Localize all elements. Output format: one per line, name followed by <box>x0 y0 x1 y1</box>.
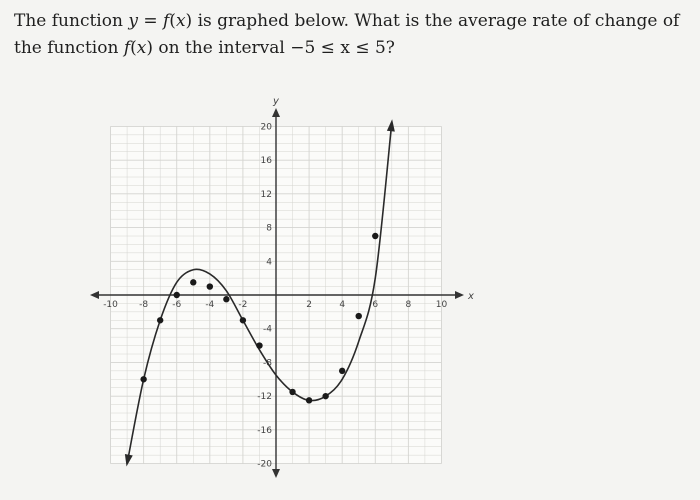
data-point <box>256 342 262 348</box>
x-tick-label: 10 <box>435 300 448 310</box>
question-part2: is graphed below. What is the average rate of change of the function <box>14 11 680 58</box>
y-tick-label: -4 <box>263 324 272 335</box>
x-tick-label: -2 <box>238 300 248 310</box>
data-point <box>306 397 312 403</box>
data-point <box>322 393 328 399</box>
question-text: The function y = f(x) is graphed below. What is the average rate of change of the function f(x) on the interval −5 ≤ x ≤ 5? <box>14 11 680 58</box>
interval-text: −5 ≤ x ≤ 5? <box>290 38 395 58</box>
equation-variable: x <box>175 11 186 31</box>
y-tick-label: -12 <box>257 392 272 403</box>
data-point <box>174 292 180 298</box>
y-tick-label: 16 <box>260 156 272 167</box>
question-part3: on the interval <box>152 38 291 58</box>
data-point <box>223 296 229 302</box>
x-tick-label: -10 <box>103 300 118 310</box>
data-point <box>207 283 213 289</box>
question-part1: The function <box>14 11 129 31</box>
data-point <box>339 368 345 374</box>
y-tick-label: -16 <box>257 425 272 436</box>
y-tick-label: 8 <box>266 223 272 234</box>
equation-sign: = <box>137 11 163 31</box>
x-tick-label: 4 <box>339 300 346 310</box>
x-tick-label: 6 <box>372 300 379 310</box>
function-variable: x <box>136 38 147 58</box>
function-name: f <box>123 38 131 58</box>
x-tick-label: -4 <box>205 300 215 310</box>
y-axis-label: y <box>273 96 279 107</box>
curve-arrow-end <box>387 119 395 131</box>
y-axis-arrow-down <box>272 469 280 478</box>
x-axis-arrow-right <box>455 291 464 299</box>
x-axis-label: x <box>468 291 474 302</box>
y-axis-arrow-up <box>272 108 280 117</box>
x-tick-label: -6 <box>172 300 182 310</box>
x-tick-label: 2 <box>306 300 312 310</box>
y-tick-label: -8 <box>263 358 272 369</box>
equation-lhs: y <box>128 11 138 31</box>
data-point <box>140 376 146 382</box>
data-point <box>372 233 378 239</box>
data-point <box>157 317 163 323</box>
x-tick-label: 8 <box>405 300 412 310</box>
x-axis-arrow-left <box>90 291 99 299</box>
data-point <box>289 389 295 395</box>
equation-function: f <box>163 11 170 31</box>
data-point <box>356 313 362 319</box>
graph-container <box>88 92 474 482</box>
y-tick-label: 12 <box>260 189 272 200</box>
data-point <box>240 317 246 323</box>
y-tick-label: 20 <box>260 122 272 133</box>
function-graph <box>88 92 474 482</box>
x-tick-label: -8 <box>139 300 149 310</box>
y-tick-label: -20 <box>257 459 272 470</box>
y-tick-label: 4 <box>266 257 272 268</box>
data-point <box>190 279 196 285</box>
